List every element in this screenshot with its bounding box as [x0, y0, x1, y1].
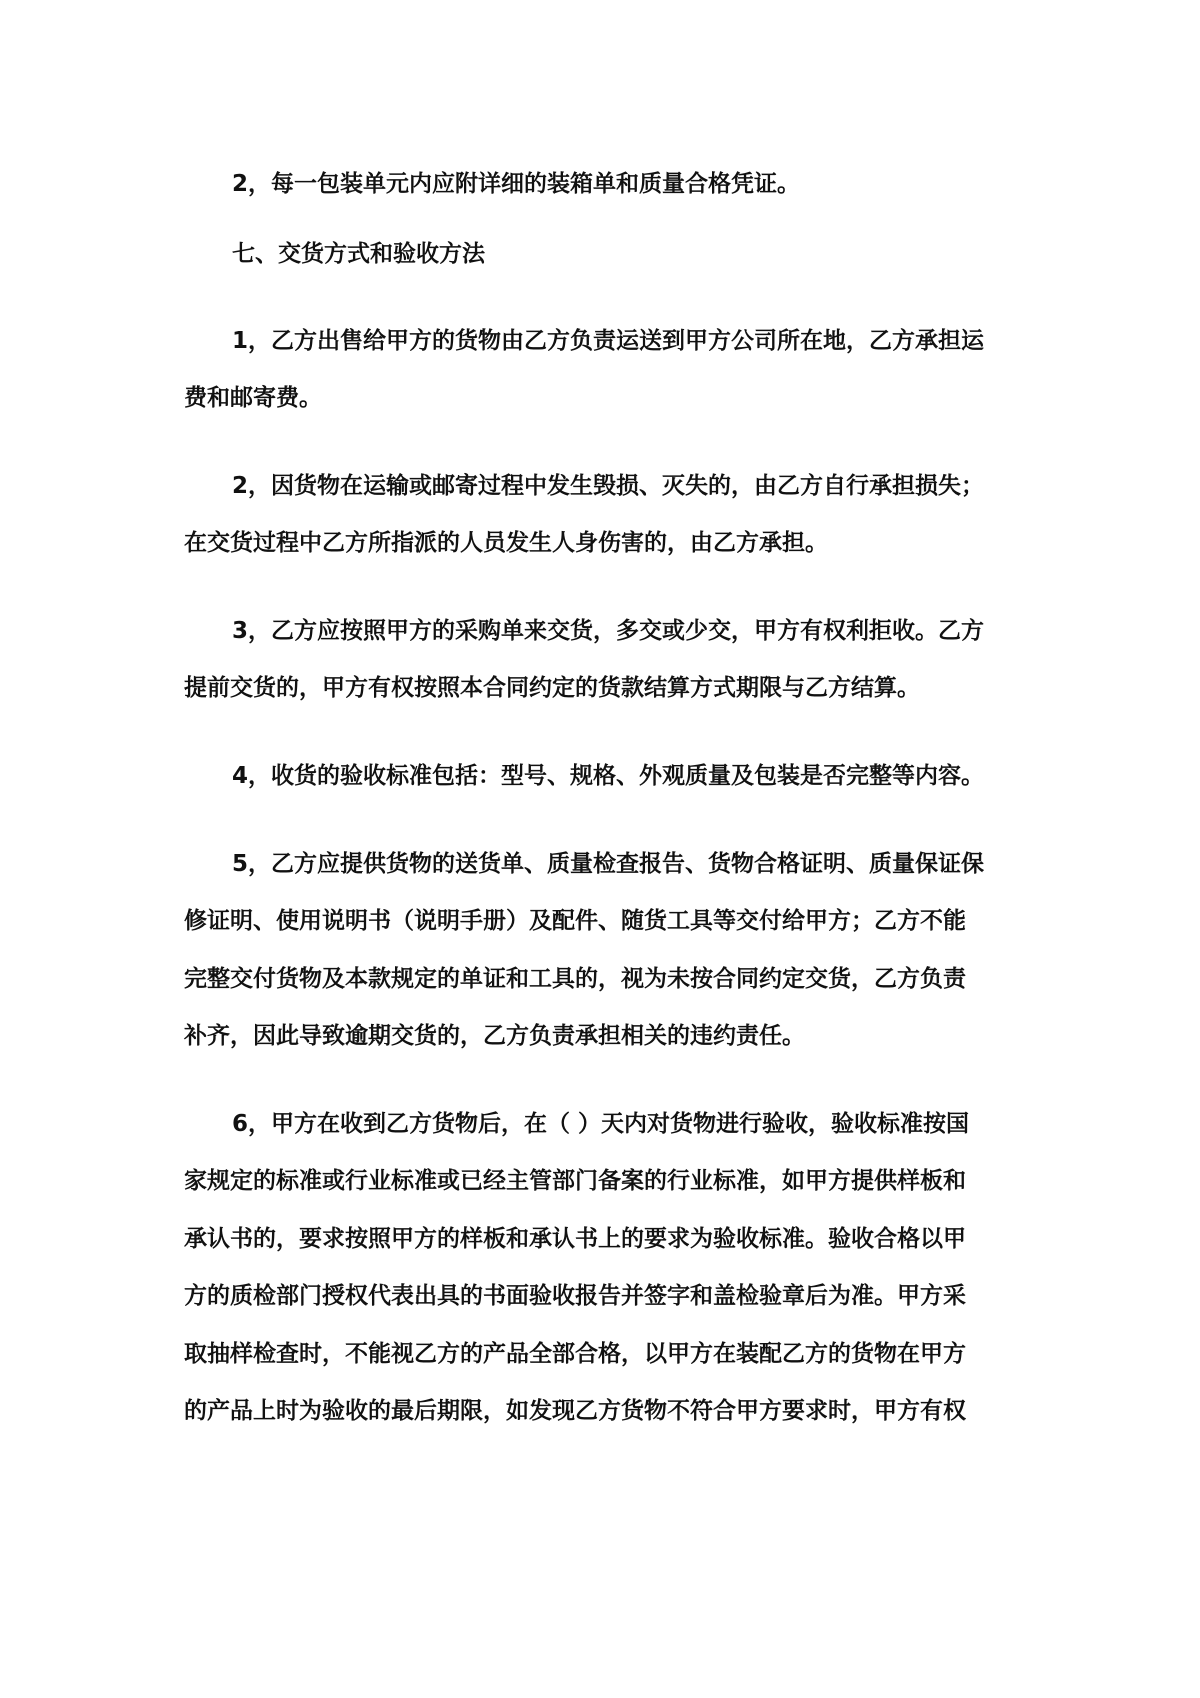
paragraph-line: 6，甲方在收到乙方货物后，在（ ）天内对货物进行验收，验收标准按国	[232, 1111, 970, 1137]
paragraph-line: 取抽样检查时，不能视乙方的产品全部合格，以甲方在装配乙方的货物在甲方	[184, 1341, 966, 1367]
paragraph-line: 修证明、使用说明书（说明手册）及配件、随货工具等交付给甲方；乙方不能	[184, 908, 966, 934]
paragraph-line: 方的质检部门授权代表出具的书面验收报告并签字和盖检验章后为准。甲方采	[184, 1283, 966, 1309]
paragraph-line: 提前交货的，甲方有权按照本合同约定的货款结算方式期限与乙方结算。	[184, 675, 920, 701]
paragraph-line: 4，收货的验收标准包括：型号、规格、外观质量及包装是否完整等内容。	[232, 763, 985, 789]
paragraph-line: 的产品上时为验收的最后期限，如发现乙方货物不符合甲方要求时，甲方有权	[184, 1398, 966, 1424]
paragraph-line: 承认书的，要求按照甲方的样板和承认书上的要求为验收标准。验收合格以甲	[184, 1226, 966, 1252]
section-heading: 七、交货方式和验收方法	[232, 241, 485, 267]
paragraph-line: 3，乙方应按照甲方的采购单来交货，多交或少交，甲方有权利拒收。乙方	[232, 618, 985, 644]
paragraph-line: 2，因货物在运输或邮寄过程中发生毁损、灭失的，由乙方自行承担损失；	[232, 473, 985, 499]
paragraph-line: 2，每一包装单元内应附详细的装箱单和质量合格凭证。	[232, 171, 801, 197]
paragraph-line: 完整交付货物及本款规定的单证和工具的，视为未按合同约定交货，乙方负责	[184, 966, 966, 992]
paragraph-line: 1，乙方出售给甲方的货物由乙方负责运送到甲方公司所在地，乙方承担运	[232, 328, 985, 354]
paragraph-line: 补齐，因此导致逾期交货的，乙方负责承担相关的违约责任。	[184, 1023, 805, 1049]
paragraph-line: 5，乙方应提供货物的送货单、质量检查报告、货物合格证明、质量保证保	[232, 851, 985, 877]
paragraph-line: 费和邮寄费。	[184, 385, 322, 411]
paragraph-line: 家规定的标准或行业标准或已经主管部门备案的行业标准，如甲方提供样板和	[184, 1168, 966, 1194]
paragraph-line: 在交货过程中乙方所指派的人员发生人身伤害的，由乙方承担。	[184, 530, 828, 556]
